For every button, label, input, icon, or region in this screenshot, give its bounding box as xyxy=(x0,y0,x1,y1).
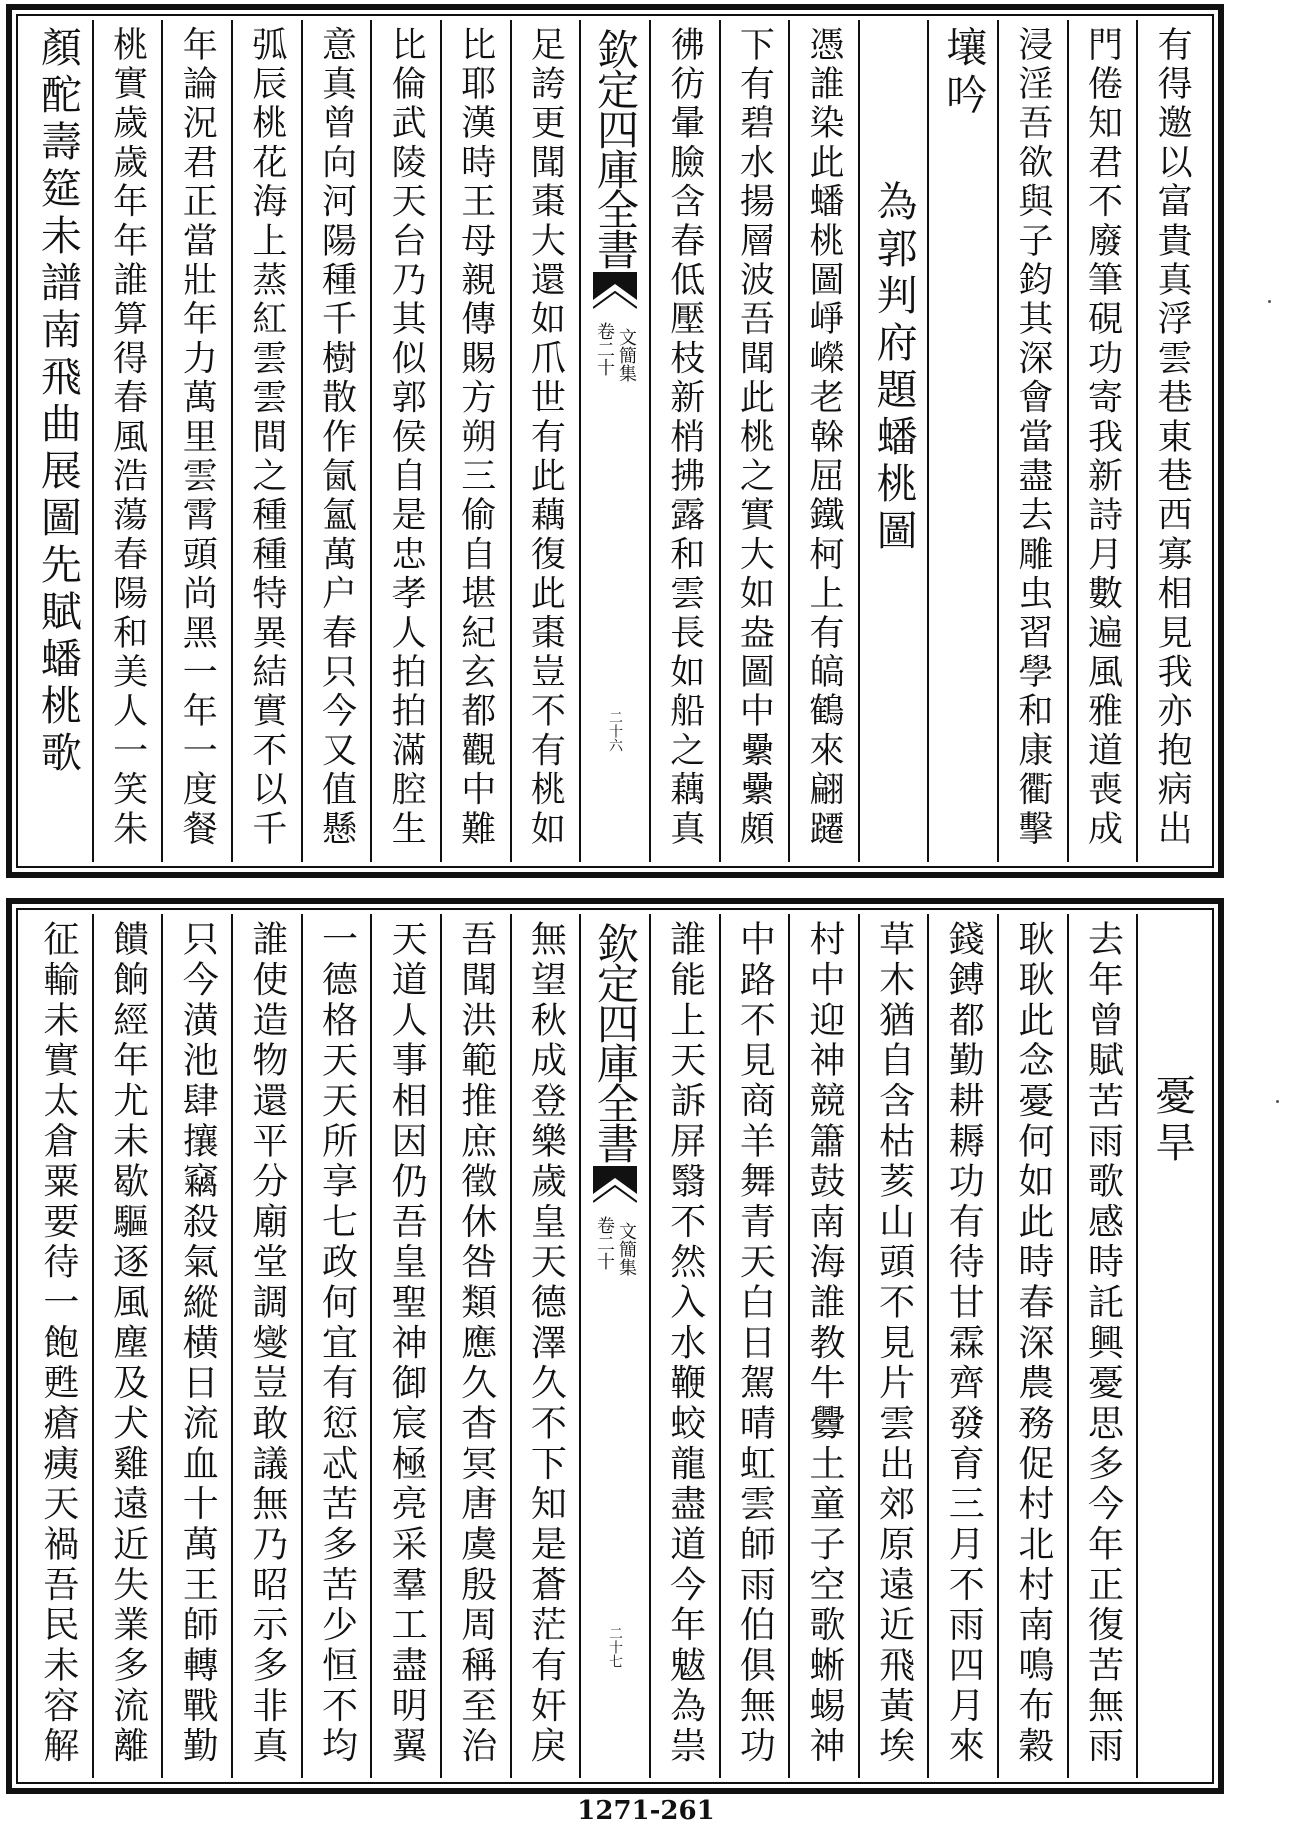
column-text: 一德格天天所享七政何宜有愆忒苦多苦少恒不均 xyxy=(316,920,358,1767)
text-column xyxy=(231,914,301,1778)
text-column xyxy=(440,914,510,1778)
scan-speck xyxy=(1276,1100,1279,1103)
column-text: 無望秋成登樂歲皇天德澤久不下知是蒼茫有奸戾 xyxy=(525,920,567,1767)
book-spine-column xyxy=(579,914,649,1778)
text-column xyxy=(788,20,858,862)
column-text: 耿耿此念憂何如此時春深農務促村北村南鳴布穀 xyxy=(1012,920,1054,1767)
text-column xyxy=(370,914,440,1778)
column-text: 只今潢池肆攘竊殺氣縱横日流血十萬王師轉戰勤 xyxy=(177,920,219,1767)
fishtail-ornament-icon xyxy=(593,1166,637,1206)
column-text: 意真曾向河陽種千樹散作氤氳萬户春只今又值懸 xyxy=(316,26,357,850)
spine-page-number: 二十七 xyxy=(607,1626,624,1668)
text-column xyxy=(1136,20,1206,862)
column-text: 浸淫吾欲與子鈞其深會當盡去雕虫習學和康衢擊 xyxy=(1012,26,1053,850)
text-column xyxy=(719,914,789,1778)
bottom-page-columns xyxy=(24,914,1206,1778)
text-column xyxy=(649,914,719,1778)
text-column xyxy=(510,914,580,1778)
text-column xyxy=(788,914,858,1778)
text-column xyxy=(997,914,1067,1778)
column-text: 弧辰桃花海上蒸紅雲雲間之種種特異結實不以千 xyxy=(246,26,287,850)
text-column xyxy=(649,20,719,862)
column-text: 比耶漢時王母親傳賜方朔三偷自堪紀玄都觀中難 xyxy=(455,26,496,850)
poem-title-column xyxy=(858,20,928,862)
spine-book-name: 文簡集 xyxy=(616,328,638,382)
column-text: 有得邀以富貴真浮雲巷東巷西寡相見我亦抱病出 xyxy=(1152,26,1193,850)
bottom-page-frame xyxy=(6,898,1224,1794)
poem-title-column xyxy=(1136,914,1206,1778)
poem-title: 憂旱 xyxy=(1148,1074,1197,1168)
top-page-columns xyxy=(24,20,1206,862)
column-text: 村中迎神競簫鼓南海誰教牛釁土童子空歌蜥蜴神 xyxy=(803,920,845,1767)
spine-title: 欽定四庫全書 xyxy=(591,922,641,1162)
spine-volume: 卷二十 xyxy=(594,322,616,376)
column-text: 下有碧水揚層波吾聞此桃之實大如盎圖中纍纍頗 xyxy=(734,26,775,850)
text-column xyxy=(231,20,301,862)
text-column xyxy=(1067,20,1137,862)
column-text: 誰使造物還平分廟堂調燮豈敢議無乃昭示多非真 xyxy=(246,920,288,1767)
text-column xyxy=(161,914,231,1778)
column-text: 中路不見商羊舞青天白日駕晴虹雲師雨伯俱無功 xyxy=(734,920,776,1767)
text-column xyxy=(24,914,92,1778)
column-text: 征輸未實太倉粟要待一飽甦瘡痍天禍吾民未容解 xyxy=(37,920,79,1767)
spine-book-name: 文簡集 xyxy=(616,1222,638,1276)
text-column xyxy=(301,20,371,862)
column-text: 彿彷暈臉含春低壓枝新梢拂露和雲長如船之藕真 xyxy=(664,26,705,850)
spine-volume: 卷二十 xyxy=(594,1216,616,1270)
column-text: 桃實歲歲年年誰算得春風浩蕩春陽和美人一笑朱 xyxy=(107,26,148,850)
scan-speck xyxy=(1268,300,1271,303)
spine-book-info xyxy=(594,1216,636,1276)
text-column xyxy=(440,20,510,862)
column-text: 誰能上天訴屏翳不然入水鞭蛟龍盡道今年魃為祟 xyxy=(664,920,706,1767)
spine-title: 欽定四庫全書 xyxy=(591,28,641,268)
text-column xyxy=(1067,914,1137,1778)
text-column xyxy=(510,20,580,862)
fishtail-ornament-icon xyxy=(593,272,637,312)
text-column xyxy=(301,914,371,1778)
column-text: 錢鎛都勤耕耨功有待甘霖齊發育三月不雨四月來 xyxy=(943,920,985,1767)
column-text: 足誇更聞棗大還如爪世有此藕復此棗豈不有桃如 xyxy=(525,26,566,850)
text-column xyxy=(997,20,1067,862)
spine-book-info xyxy=(594,322,636,382)
page-number-footer: 1271-261 xyxy=(577,1796,715,1826)
text-column xyxy=(927,914,997,1778)
column-text: 饋餉經年尤未歇驅逐風塵及犬雞遠近失業多流離 xyxy=(107,920,149,1767)
column-text: 顏酡壽筵未譜南飛曲展圖先賦蟠桃歌 xyxy=(33,26,82,778)
text-column xyxy=(858,914,928,1778)
text-column xyxy=(370,20,440,862)
column-text: 年論況君正當壯年力萬里雲霄頭尚黑一年一度餐 xyxy=(177,26,218,850)
text-column xyxy=(719,20,789,862)
text-column xyxy=(927,20,997,862)
column-text: 憑誰染此蟠桃圖崢嶸老榦屈鐵柯上有皜鶴來翩躚 xyxy=(803,26,844,850)
column-text: 門倦知君不廢筆硯功寄我新詩月數遍風雅道喪成 xyxy=(1082,26,1123,850)
poem-title: 為郭判府題蟠桃圖 xyxy=(869,180,918,556)
text-column xyxy=(92,20,162,862)
text-column xyxy=(161,20,231,862)
column-text: 比倫武陵天台乃其似郭侯自是忠孝人拍拍滿腔生 xyxy=(386,26,427,850)
top-page-frame xyxy=(6,4,1224,878)
book-spine-column xyxy=(579,20,649,862)
text-column xyxy=(24,20,92,862)
column-text: 草木猶自含枯荄山頭不見片雲出郊原遠近飛黃埃 xyxy=(873,920,915,1767)
text-column xyxy=(92,914,162,1778)
column-text: 去年曾賦苦雨歌感時託興憂思多今年正復苦無雨 xyxy=(1082,920,1124,1767)
column-text: 壤吟 xyxy=(939,26,988,120)
spine-page-number: 二十六 xyxy=(607,710,624,752)
column-text: 天道人事相因仍吾皇聖神御宸極亮采羣工盡明翼 xyxy=(386,920,428,1767)
column-text: 吾聞洪範推庶徵休咎類應久杳冥唐虞殷周稱至治 xyxy=(455,920,497,1767)
